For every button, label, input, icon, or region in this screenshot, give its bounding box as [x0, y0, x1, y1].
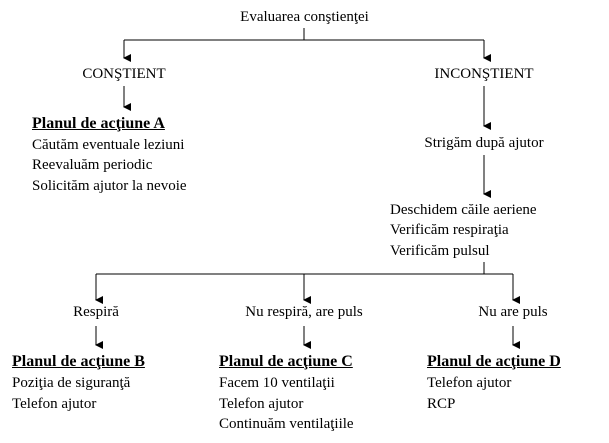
plan-c-title: Planul de acţiune C — [219, 353, 353, 370]
plan-c-step: Facem 10 ventilaţii — [219, 375, 335, 391]
airway-step: Deschidem căile aeriene — [390, 202, 537, 218]
plan-d-title: Planul de acţiune D — [427, 353, 561, 370]
plan-a-step: Reevaluăm periodic — [32, 157, 153, 173]
plan-d-step: RCP — [427, 396, 456, 412]
branch-1-label: Respiră — [73, 304, 119, 320]
branch-3-label: Nu are puls — [478, 304, 548, 320]
plan-d-step: Telefon ajutor — [427, 375, 512, 391]
plan-b-step: Poziţia de siguranţă — [12, 375, 131, 391]
call-for-help: Strigăm după ajutor — [424, 135, 544, 151]
root-title: Evaluarea conştienţei — [240, 9, 369, 25]
unconscious-label: INCONŞTIENT — [434, 66, 534, 82]
plan-b-title: Planul de acţiune B — [12, 353, 145, 370]
airway-step: Verificăm respiraţia — [390, 222, 509, 238]
branch-2-label: Nu respiră, are puls — [245, 304, 363, 320]
plan-c-step: Continuăm ventilaţiile — [219, 416, 354, 432]
plan-a-step: Solicităm ajutor la nevoie — [32, 178, 187, 194]
plan-b-step: Telefon ajutor — [12, 396, 97, 412]
plan-a-step: Căutăm eventuale leziuni — [32, 137, 185, 153]
plan-a-title: Planul de acţiune A — [32, 115, 165, 132]
plan-c-step: Telefon ajutor — [219, 396, 304, 412]
airway-step: Verificăm pulsul — [390, 243, 490, 259]
conscious-label: CONŞTIENT — [82, 66, 166, 82]
